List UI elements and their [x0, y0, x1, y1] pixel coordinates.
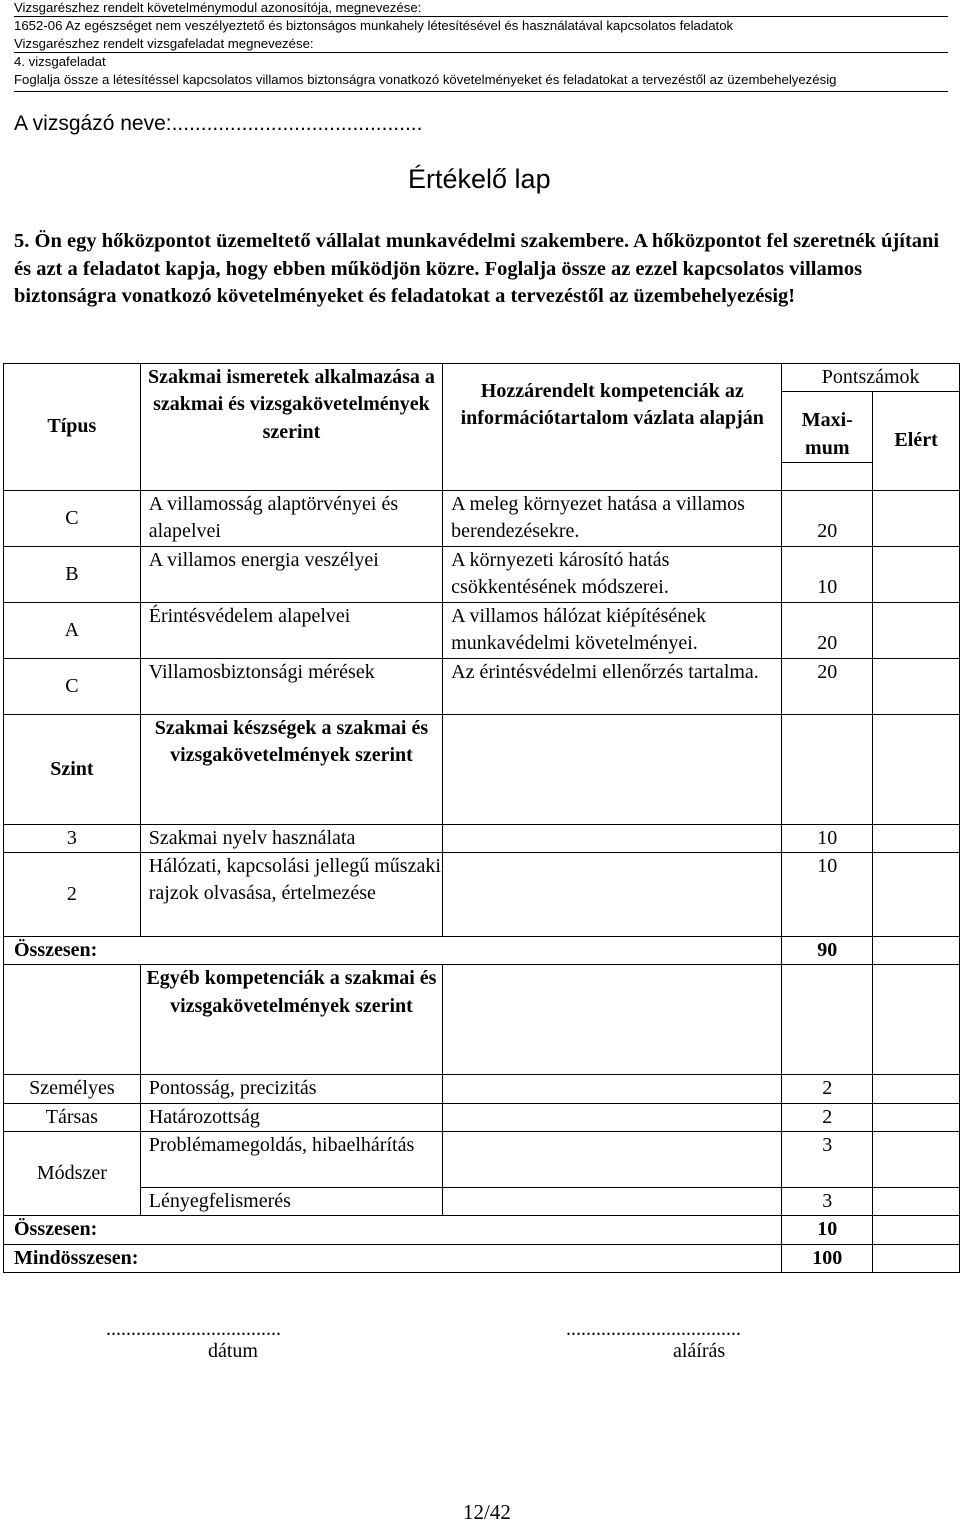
col-competence-header: Hozzárendelt kompetenciák az információtartalom vázlata alapján	[443, 364, 782, 491]
type-cell: B	[4, 546, 141, 602]
achieved-points-cell[interactable]	[873, 658, 960, 714]
empty-cell	[443, 965, 782, 1075]
group-cell: Társas	[4, 1103, 141, 1131]
empty-cell	[782, 965, 873, 1075]
max-points-cell: 10	[782, 853, 873, 937]
competence-cell: A villamos hálózat kiépítésének munkavédelmi követelményei.	[443, 602, 782, 658]
group-cell: Módszer	[4, 1132, 141, 1216]
evaluation-table	[3, 363, 960, 1273]
page-title: Értékelő lap	[408, 164, 551, 194]
type-cell: C	[4, 490, 141, 546]
header-module-label: Vizsgarészhez rendelt követelménymodul azonosítója, megnevezése:	[14, 0, 422, 15]
max-points-cell: 20	[782, 602, 873, 658]
achieved-points-cell[interactable]	[873, 824, 960, 852]
empty-cell	[443, 824, 782, 852]
achieved-points-cell[interactable]	[873, 1132, 960, 1188]
header-rule	[14, 52, 948, 53]
subtotal-row	[4, 1216, 960, 1244]
achieved-points-cell[interactable]	[873, 490, 960, 546]
competence-cell: Az érintésvédelmi ellenőrzés tartalma.	[443, 658, 782, 714]
empty-cell	[443, 714, 782, 824]
empty-cell	[443, 1103, 782, 1131]
max-points-cell: 10	[782, 546, 873, 602]
other-competencies-header: Egyéb kompetenciák a szakmai és vizsgakövetelmények szerint	[140, 965, 442, 1075]
max-points-cell: 3	[782, 1132, 873, 1188]
empty-cell	[782, 714, 873, 824]
empty-cell	[873, 965, 960, 1075]
subtotal-row	[4, 937, 960, 965]
table-row	[4, 1188, 960, 1216]
spacer-cell	[782, 462, 873, 490]
item-cell: Problémamegoldás, hibaelhárítás	[140, 1132, 442, 1188]
knowledge-cell: Villamosbiztonsági mérések	[140, 658, 442, 714]
date-label: dátum	[208, 1340, 258, 1362]
empty-cell	[443, 1132, 782, 1188]
header-task-name: Foglalja össze a létesítéssel kapcsolatos villamos biztonságra vonatkozó követelményeket és feladatokat a tervezéstől az üzembehelyezésig	[14, 72, 837, 87]
achieved-points-cell[interactable]	[873, 546, 960, 602]
subtotal-label: Összesen:	[4, 1216, 782, 1244]
header-task-number: 4. vizsgafeladat	[14, 54, 106, 69]
candidate-name-field: A vizsgázó neve:...........................................	[14, 112, 423, 135]
skills-header: Szakmai készségek a szakmai és vizsgakövetelmények szerint	[140, 714, 442, 824]
level-header: Szint	[4, 714, 141, 824]
item-cell: Pontosság, precizitás	[140, 1075, 442, 1103]
skill-cell: Szakmai nyelv használata	[140, 824, 442, 852]
empty-cell	[873, 714, 960, 824]
header-rule	[14, 91, 948, 92]
table-row	[4, 824, 960, 852]
type-cell: A	[4, 602, 141, 658]
competence-cell: A környezeti károsító hatás csökkentésének módszerei.	[443, 546, 782, 602]
col-max-header: Maxi-mum	[782, 392, 873, 463]
header-module-name: 1652-06 Az egészséget nem veszélyeztető és biztonságos munkahely létesítésével és használatával kapcsolatos feladatok	[14, 18, 734, 33]
achieved-points-cell[interactable]	[873, 937, 960, 965]
achieved-points-cell[interactable]	[873, 853, 960, 937]
achieved-points-cell[interactable]	[873, 1075, 960, 1103]
knowledge-cell: A villamosság alaptörvényei és alapelvei	[140, 490, 442, 546]
achieved-points-cell[interactable]	[873, 1103, 960, 1131]
col-achieved-header: Elért	[873, 392, 960, 491]
empty-cell	[443, 1188, 782, 1216]
grand-total-row	[4, 1244, 960, 1272]
group-cell: Személyes	[4, 1075, 141, 1103]
achieved-points-cell[interactable]	[873, 1216, 960, 1244]
knowledge-cell: A villamos energia veszélyei	[140, 546, 442, 602]
header-rule	[14, 16, 948, 17]
page-number: 12/42	[463, 1500, 511, 1524]
date-line[interactable]: ...................................	[106, 1318, 281, 1340]
achieved-points-cell[interactable]	[873, 1188, 960, 1216]
empty-cell	[443, 1075, 782, 1103]
table-row	[4, 1132, 960, 1188]
max-points-cell: 10	[782, 824, 873, 852]
table-row	[4, 1075, 960, 1103]
competence-cell: A meleg környezet hatása a villamos berendezésekre.	[443, 490, 782, 546]
table-row	[4, 853, 960, 937]
knowledge-cell: Érintésvédelem alapelvei	[140, 602, 442, 658]
subtotal-label: Összesen:	[4, 937, 782, 965]
signature-label: aláírás	[673, 1340, 726, 1362]
max-points-cell: 2	[782, 1103, 873, 1131]
grand-total-value: 100	[782, 1244, 873, 1272]
table-row	[4, 658, 960, 714]
signature-line[interactable]: ...................................	[566, 1318, 741, 1340]
max-points-cell: 20	[782, 490, 873, 546]
task-description: 5. Ön egy hőközpontot üzemeltető vállalat munkavédelmi szakembere. A hőközpontot fel szeretnék újítani és azt a feladatot kapja, hogy ebben működjön közre. Foglalja össze az ezzel kapcsolatos villamos biztonságra vonatkozó követelményeket és feladatokat a tervezéstől az üzembehelyezésig!	[14, 230, 940, 307]
item-cell: Lényegfelismerés	[140, 1188, 442, 1216]
achieved-points-cell[interactable]	[873, 602, 960, 658]
subtotal-value: 90	[782, 937, 873, 965]
col-knowledge-header: Szakmai ismeretek alkalmazása a szakmai és vizsgakövetelmények szerint	[140, 364, 442, 491]
table-row	[4, 546, 960, 602]
max-points-cell: 3	[782, 1188, 873, 1216]
header-task-label: Vizsgarészhez rendelt vizsgafeladat megnevezése:	[14, 36, 314, 51]
table-row	[4, 602, 960, 658]
type-cell: C	[4, 658, 141, 714]
col-points-header: Pontszámok	[782, 364, 960, 392]
level-cell: 2	[4, 853, 141, 937]
achieved-points-cell[interactable]	[873, 1244, 960, 1272]
empty-cell	[4, 965, 141, 1075]
subtotal-value: 10	[782, 1216, 873, 1244]
skill-cell: Hálózati, kapcsolási jellegű műszaki rajzok olvasása, értelmezése	[140, 853, 442, 937]
col-type-header: Típus	[4, 364, 141, 491]
max-points-cell: 2	[782, 1075, 873, 1103]
table-row	[4, 490, 960, 546]
level-cell: 3	[4, 824, 141, 852]
table-row	[4, 1103, 960, 1131]
item-cell: Határozottság	[140, 1103, 442, 1131]
empty-cell	[443, 853, 782, 937]
max-points-cell: 20	[782, 658, 873, 714]
grand-total-label: Mindösszesen:	[4, 1244, 782, 1272]
